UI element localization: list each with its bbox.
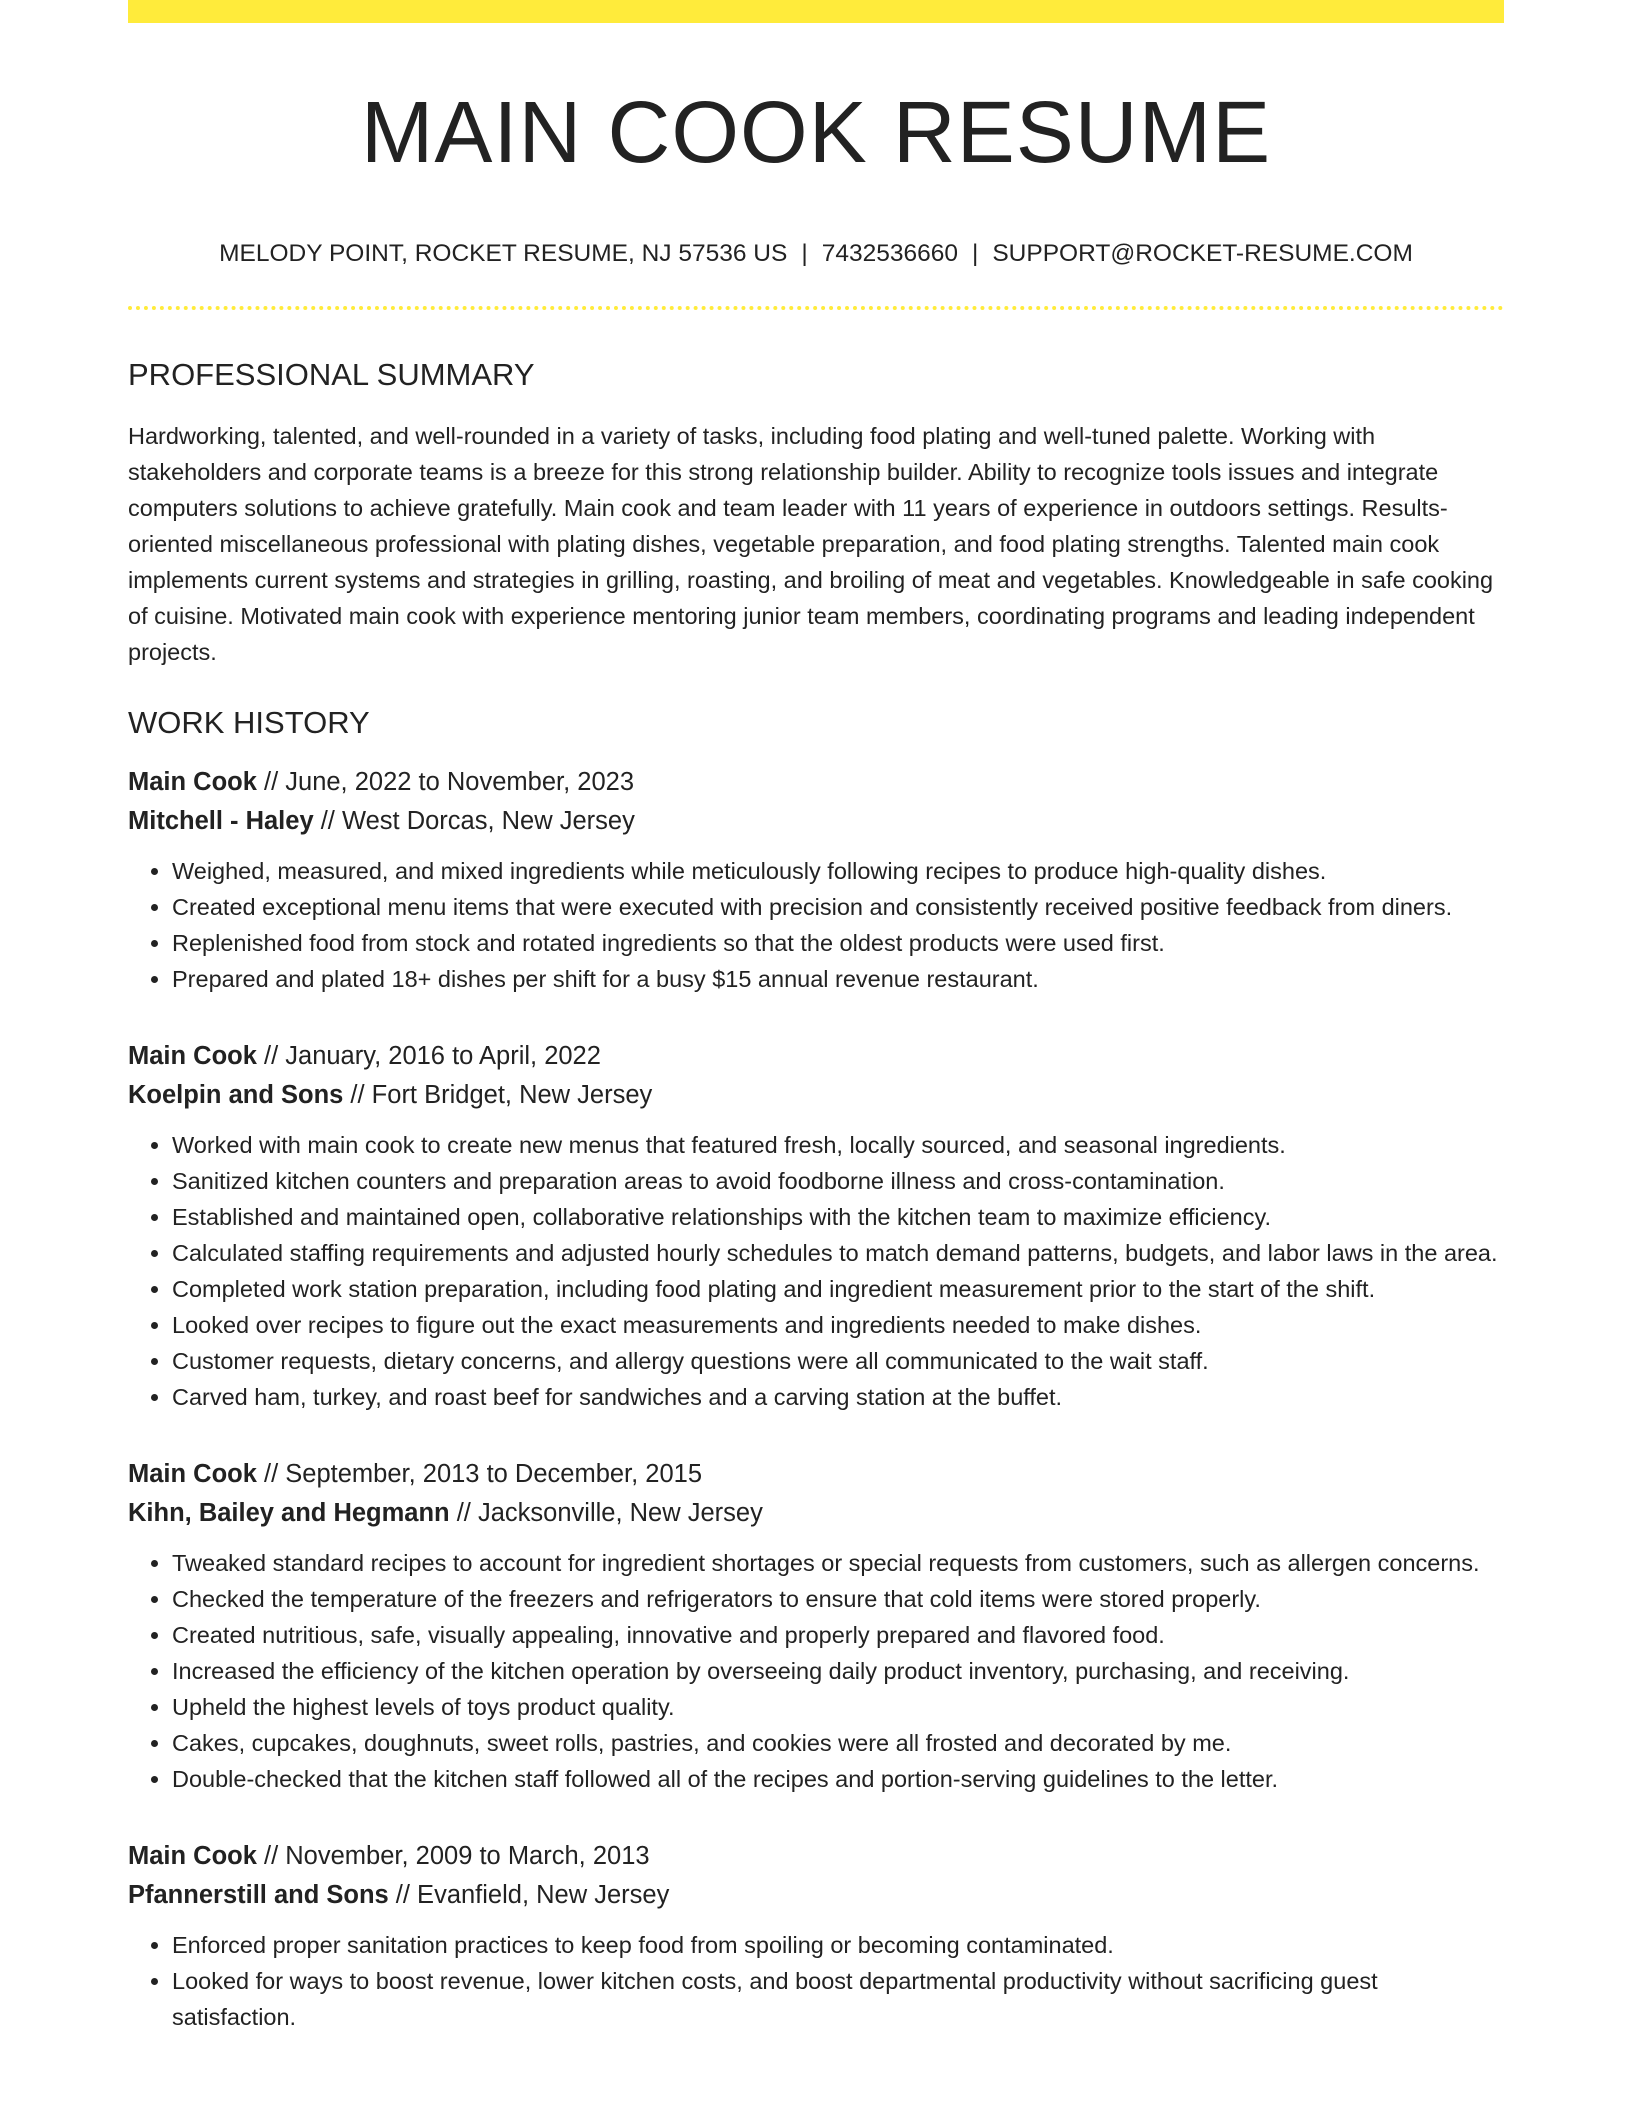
job-title-line — [128, 1037, 1504, 1076]
job-title: Main Cook — [128, 1041, 257, 1070]
job-title-line — [128, 763, 1504, 802]
job-bullet: • Established and maintained open, collaborative relationships with the kitchen team to maximize efficiency. — [172, 1199, 1504, 1235]
job-bullet: • Completed work station preparation, including food plating and ingredient measurement prior to the start of the shift. — [172, 1271, 1504, 1307]
job-bullet: • Enforced proper sanitation practices to keep food from spoiling or becoming contaminated. — [172, 1927, 1504, 1963]
job-bullet: • Replenished food from stock and rotated ingredients so that the oldest products were used first. — [172, 925, 1504, 961]
resume-title: MAIN COOK RESUME — [360, 84, 1272, 181]
job-entry — [128, 763, 1504, 997]
summary-text: Hardworking, talented, and well-rounded in a variety of tasks, including food plating and well-tuned palette. Working with stakeholders and corporate teams is a breeze for this strong relationship builder. Ability to recognize tools issues and integrate computers solutions to achieve gratefully. Main cook and team leader with 11 years of experience in outdoors settings. Results-oriented miscellaneous professional with plating dishes, vegetable preparation, and food plating strengths. Talented main cook implements current systems and strategies in grilling, roasting, and broiling of meat and vegetables. Knowledgeable in safe cooking of cuisine. Motivated main cook with experience mentoring junior team members, coordinating programs and leading independent projects. — [128, 422, 1494, 665]
job-title: Main Cook — [128, 1841, 257, 1870]
work-history-heading: WORK HISTORY — [128, 704, 370, 740]
summary-heading: PROFESSIONAL SUMMARY — [128, 357, 535, 393]
contact-separator: | — [971, 240, 979, 268]
job-bullet: • Created exceptional menu items that were executed with precision and consistently received positive feedback from diners. — [172, 889, 1504, 925]
job-company: Mitchell - Haley — [128, 806, 314, 835]
job-bullet: • Weighed, measured, and mixed ingredients while meticulously following recipes to produce high-quality dishes. — [172, 853, 1504, 889]
job-bullet: • Checked the temperature of the freezers and refrigerators to ensure that cold items were stored properly. — [172, 1581, 1504, 1617]
job-location: // Jacksonville, New Jersey — [449, 1498, 763, 1527]
contact-separator: | — [801, 240, 808, 268]
job-bullet: • Calculated staffing requirements and adjusted hourly schedules to match demand patterns, budgets, and labor laws in the area. — [172, 1235, 1504, 1271]
job-title: Main Cook — [128, 1459, 257, 1488]
job-company: Kihn, Bailey and Hegmann — [128, 1498, 450, 1527]
job-bullet: • Carved ham, turkey, and roast beef for sandwiches and a carving station at the buffet. — [172, 1379, 1504, 1415]
job-dates: // September, 2013 to December, 2015 — [256, 1459, 703, 1488]
job-location: // Evanfield, New Jersey — [388, 1880, 670, 1909]
job-entry — [128, 1837, 1504, 2035]
job-company-line — [128, 1876, 1504, 1915]
job-dates: // June, 2022 to November, 2023 — [256, 767, 635, 796]
job-dates: // January, 2016 to April, 2022 — [256, 1041, 601, 1070]
job-dates: // November, 2009 to March, 2013 — [256, 1841, 650, 1870]
job-bullet: • Double-checked that the kitchen staff followed all of the recipes and portion-serving guidelines to the letter. — [172, 1761, 1504, 1797]
job-bullet-list — [128, 1127, 1504, 1415]
job-bullet-list — [128, 1545, 1504, 1797]
job-bullet-list — [128, 1927, 1504, 2035]
job-company-line — [128, 802, 1504, 841]
contact-phone: 7432536660 — [821, 240, 958, 268]
job-bullet-list — [128, 853, 1504, 997]
job-bullet: • Looked over recipes to figure out the exact measurements and ingredients needed to make dishes. — [172, 1307, 1504, 1343]
contact-address: MELODY POINT, ROCKET RESUME, NJ 57536 US — [219, 240, 788, 268]
job-title-line — [128, 1455, 1504, 1494]
job-bullet: • Looked for ways to boost revenue, lower kitchen costs, and boost departmental productivity without sacrificing guest satisfaction. — [172, 1963, 1504, 2035]
job-bullet: • Customer requests, dietary concerns, and allergy questions were all communicated to the wait staff. — [172, 1343, 1504, 1379]
job-entry — [128, 1037, 1504, 1415]
accent-top-bar — [128, 0, 1504, 23]
job-bullet: • Prepared and plated 18+ dishes per shift for a busy $15 annual revenue restaurant. — [172, 961, 1504, 997]
job-company: Koelpin and Sons — [128, 1080, 344, 1109]
job-title: Main Cook — [128, 767, 257, 796]
job-bullet: • Created nutritious, safe, visually appealing, innovative and properly prepared and flavored food. — [172, 1617, 1504, 1653]
job-bullet: • Cakes, cupcakes, doughnuts, sweet rolls, pastries, and cookies were all frosted and decorated by me. — [172, 1725, 1504, 1761]
job-bullet: • Tweaked standard recipes to account for ingredient shortages or special requests from customers, such as allergen concerns. — [172, 1545, 1504, 1581]
resume-page — [128, 0, 1504, 2035]
job-bullet: • Increased the efficiency of the kitchen operation by overseeing daily product inventory, purchasing, and receiving. — [172, 1653, 1504, 1689]
job-company-line — [128, 1494, 1504, 1533]
job-bullet: • Sanitized kitchen counters and preparation areas to avoid foodborne illness and cross-contamination. — [172, 1163, 1504, 1199]
contact-line — [128, 239, 1504, 268]
job-company: Pfannerstill and Sons — [128, 1880, 389, 1909]
dotted-divider — [128, 306, 1504, 310]
job-location: // West Dorcas, New Jersey — [313, 806, 635, 835]
job-title-line — [128, 1837, 1504, 1876]
job-entry — [128, 1455, 1504, 1797]
job-company-line — [128, 1076, 1504, 1115]
job-location: // Fort Bridget, New Jersey — [343, 1080, 653, 1109]
contact-email: SUPPORT@ROCKET-RESUME.COM — [992, 240, 1413, 268]
job-bullet: • Worked with main cook to create new menus that featured fresh, locally sourced, and seasonal ingredients. — [172, 1127, 1504, 1163]
job-bullet: • Upheld the highest levels of toys product quality. — [172, 1689, 1504, 1725]
work-history-list — [128, 763, 1504, 2035]
